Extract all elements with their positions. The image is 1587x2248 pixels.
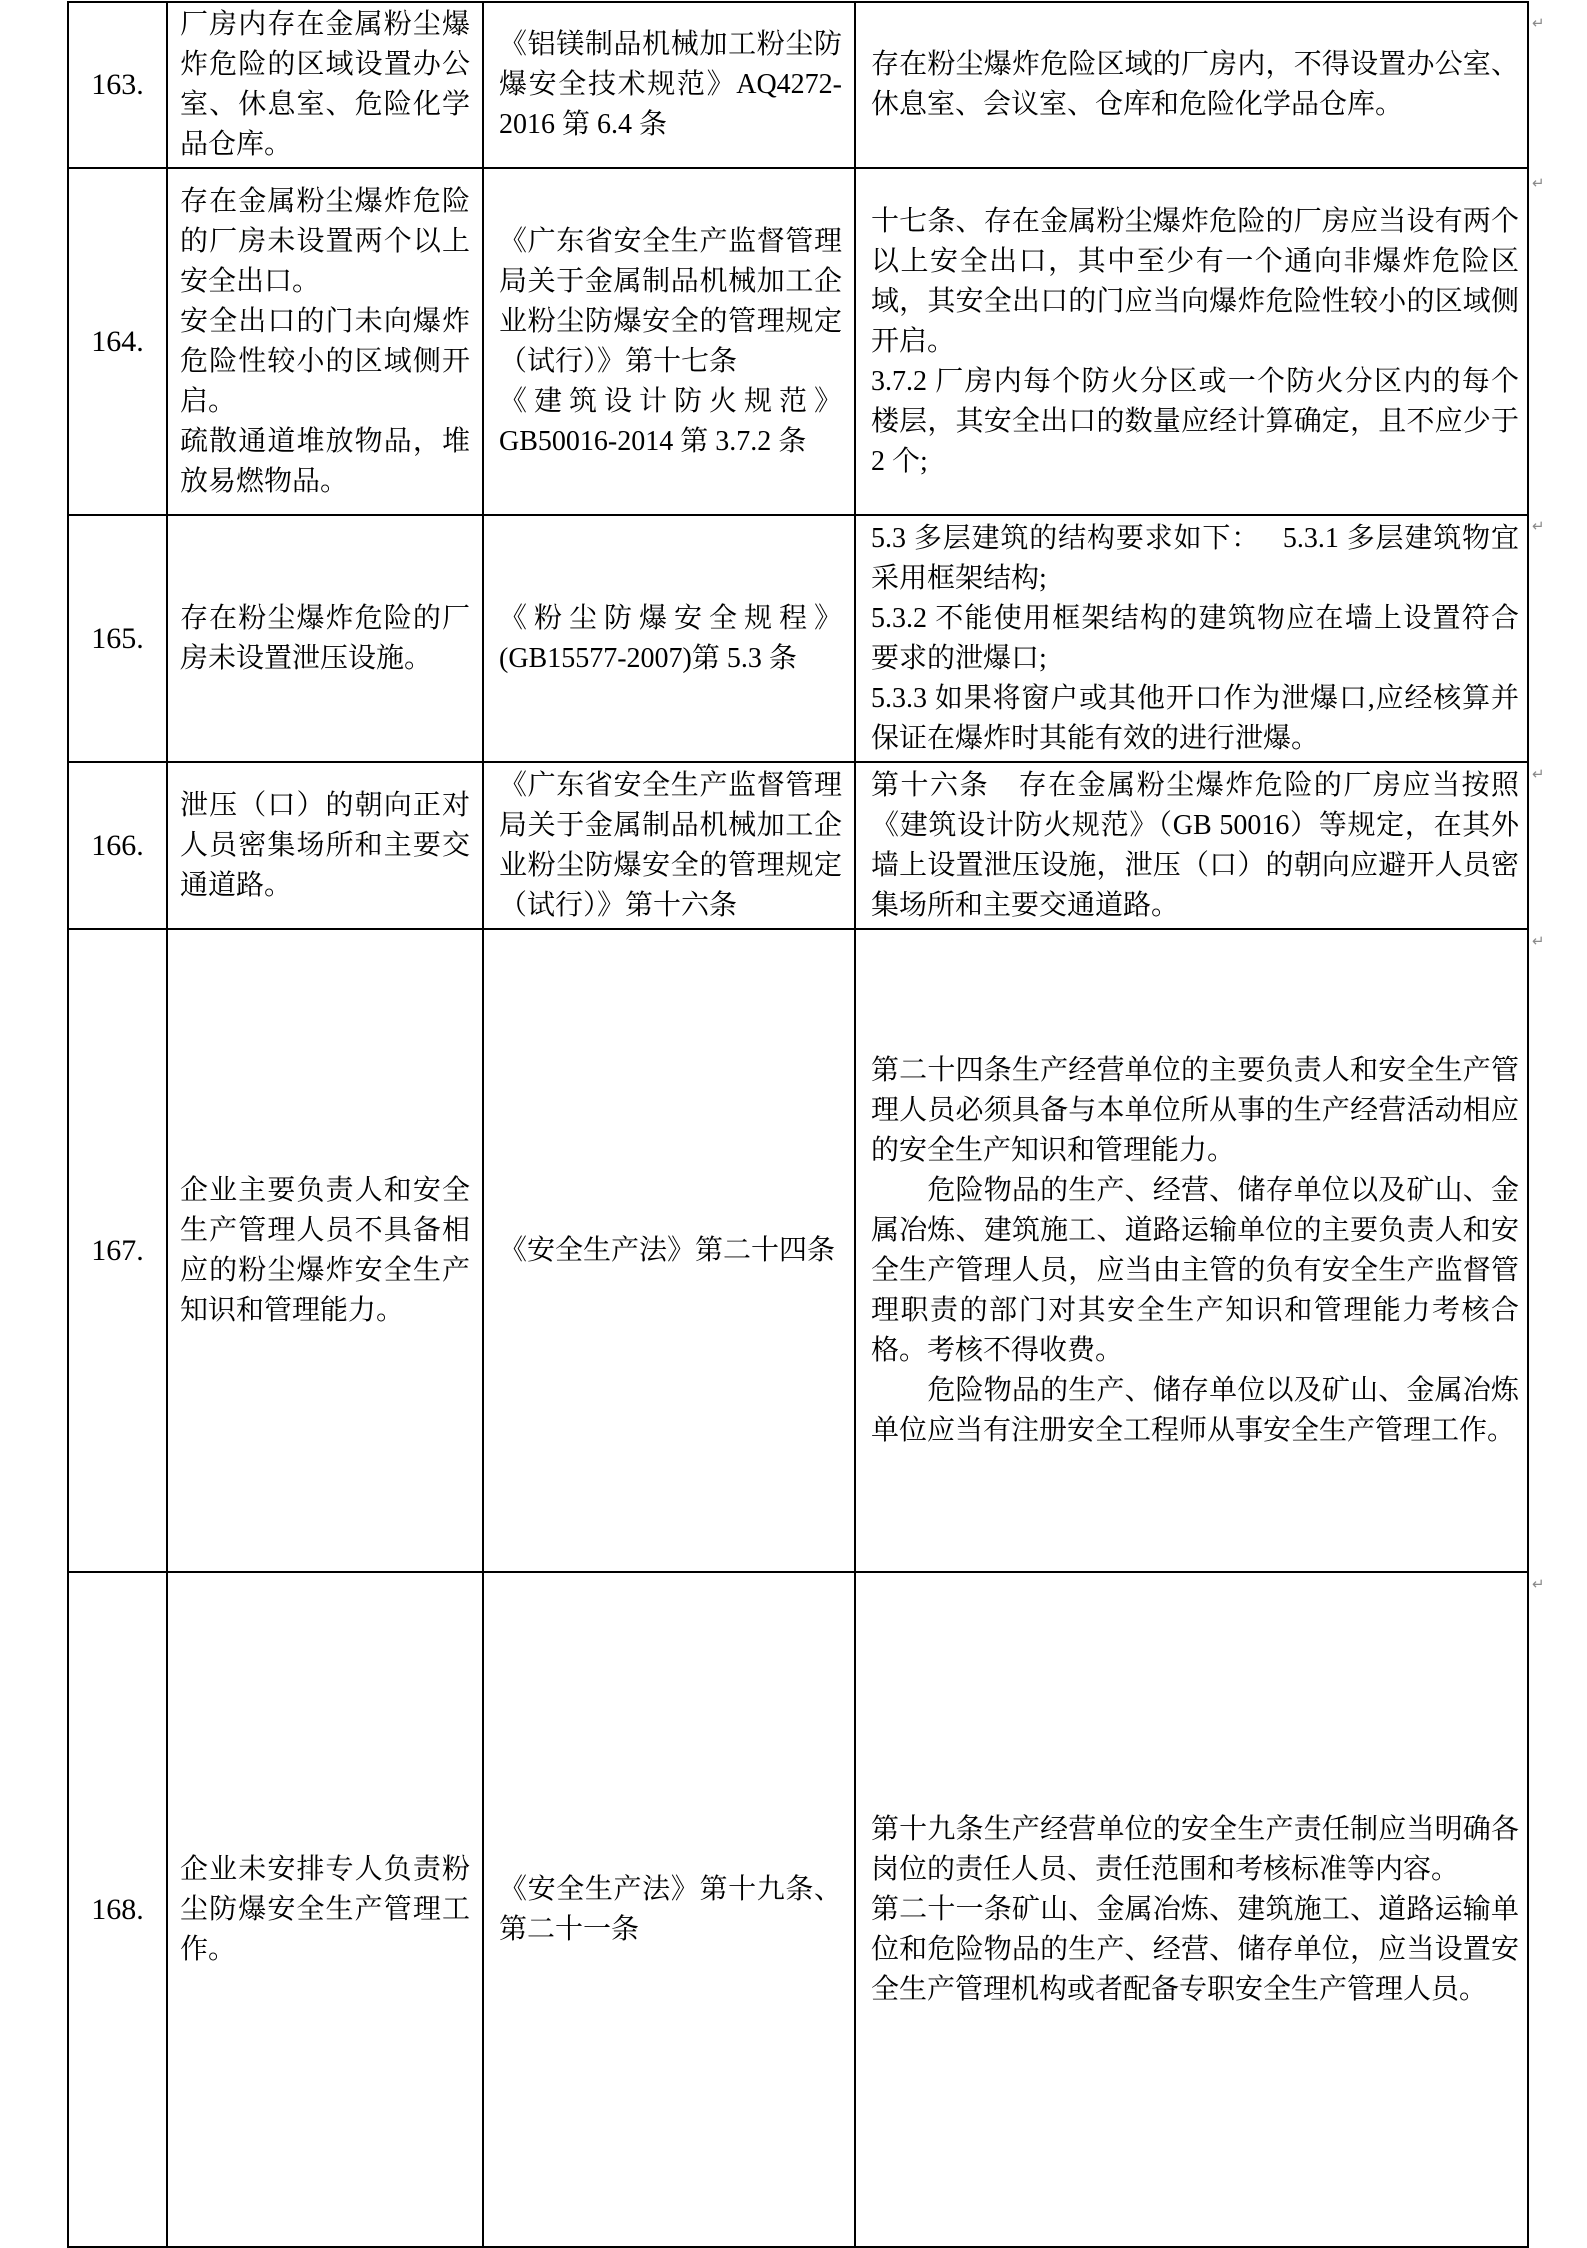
basis-paragraph: 《安全生产法》第二十四条 [499,1234,836,1266]
provision-paragraph: 第十六条 存在金属粉尘爆炸危险的厂房应当按照《建筑设计防火规范》（GB 50016）等规定，在其外墙上设置泄压设施，泄压（口）的朝向应避开人员密集场所和主要交通道路。 [871,769,1519,921]
row-number: 168. [91,1892,144,1926]
row-number: 163. [91,68,144,101]
regulation-table [67,1,1529,2248]
basis-paragraph: 《建筑设计防火规范》GB50016-2014 第 3.7.2 条 [499,385,842,457]
provision-paragraph: 危险物品的生产、经营、储存单位以及矿山、金属冶炼、建筑施工、道路运输单位的主要负责人和安全生产管理人员，应当由主管的负有安全生产监督管理职责的部门对其安全生产知识和管理能力考核合格。考核不得收费。 [871,1174,1519,1366]
problem-cell [167,929,483,1572]
provision-paragraph: 3.7.2 厂房内每个防火分区或一个防火分区内的每个楼层，其安全出口的数量应经计算确定，且不应少于 2 个; [871,365,1519,477]
row-number: 166. [91,828,144,862]
problem-paragraph: 厂房内存在金属粉尘爆炸危险的区域设置办公室、休息室、危险化学品仓库。 [180,9,470,160]
provision-cell [855,762,1528,929]
table-row [68,1572,1528,2247]
table-row [68,168,1528,515]
provision-cell [855,515,1528,762]
provision-cell [855,168,1528,515]
end-of-row-mark: ↵ [1532,517,1545,535]
provision-cell [855,2,1528,168]
basis-paragraph: 《安全生产法》第十九条、第二十一条 [499,1873,842,1945]
row-number: 165. [91,621,144,655]
basis-cell [483,762,855,929]
end-of-row-mark: ↵ [1532,174,1545,192]
basis-cell [483,515,855,762]
problem-paragraph: 安全出口的门未向爆炸危险性较小的区域侧开启。 [180,305,470,417]
provision-paragraph: 存在粉尘爆炸危险区域的厂房内，不得设置办公室、休息室、会议室、仓库和危险化学品仓库。 [871,49,1519,120]
problem-paragraph: 疏散通道堆放物品，堆放易燃物品。 [180,425,470,497]
problem-cell [167,1572,483,2247]
problem-cell [167,515,483,762]
provision-paragraph: 第二十四条生产经营单位的主要负责人和安全生产管理人员必须具备与本单位所从事的生产经营活动相应的安全生产知识和管理能力。 [871,1054,1519,1166]
problem-paragraph: 存在粉尘爆炸危险的厂房未设置泄压设施。 [180,602,470,674]
end-of-row-mark: ↵ [1532,14,1545,32]
table-row [68,929,1528,1572]
row-number-cell [68,168,167,515]
basis-cell [483,929,855,1572]
row-number-cell [68,762,167,929]
basis-paragraph: 《铝镁制品机械加工粉尘防爆安全技术规范》AQ4272-2016 第 6.4 条 [499,29,842,140]
row-number-cell [68,929,167,1572]
row-number-cell [68,2,167,168]
problem-cell [167,168,483,515]
provision-paragraph: 5.3.3 如果将窗户或其他开口作为泄爆口,应经核算并保证在爆炸时其能有效的进行泄爆。 [871,682,1519,754]
provision-cell [855,1572,1528,2247]
problem-cell [167,2,483,168]
end-of-row-mark: ↵ [1532,1575,1545,1593]
provision-paragraph: 5.3 多层建筑的结构要求如下： 5.3.1 多层建筑物宜采用框架结构; [871,522,1519,594]
problem-paragraph: 泄压（口）的朝向正对人员密集场所和主要交通道路。 [180,789,470,901]
row-number: 164. [91,324,144,358]
problem-paragraph: 存在金属粉尘爆炸危险的厂房未设置两个以上安全出口。 [180,185,470,297]
provision-paragraph: 危险物品的生产、储存单位以及矿山、金属冶炼单位应当有注册安全工程师从事安全生产管理工作。 [871,1374,1519,1446]
problem-cell [167,762,483,929]
problem-paragraph: 企业主要负责人和安全生产管理人员不具备相应的粉尘爆炸安全生产知识和管理能力。 [180,1174,470,1326]
provision-paragraph: 第二十一条矿山、金属冶炼、建筑施工、道路运输单位和危险物品的生产、经营、储存单位，应当设置安全生产管理机构或者配备专职安全生产管理人员。 [871,1893,1519,2005]
row-number-cell [68,1572,167,2247]
table-row [68,762,1528,929]
provision-paragraph: 十七条、存在金属粉尘爆炸危险的厂房应当设有两个以上安全出口，其中至少有一个通向非爆炸危险区域，其安全出口的门应当向爆炸危险性较小的区域侧开启。 [871,205,1519,357]
end-of-row-mark: ↵ [1532,765,1545,783]
basis-cell [483,168,855,515]
table-row [68,2,1528,168]
basis-cell [483,1572,855,2247]
provision-cell [855,929,1528,1572]
basis-paragraph: 《广东省安全生产监督管理局关于金属制品机械加工企业粉尘防爆安全的管理规定（试行）》第十七条 [499,225,842,377]
end-of-row-mark: ↵ [1532,932,1545,950]
row-number: 167. [91,1233,144,1267]
problem-paragraph: 企业未安排专人负责粉尘防爆安全生产管理工作。 [180,1853,470,1965]
basis-paragraph: 《广东省安全生产监督管理局关于金属制品机械加工企业粉尘防爆安全的管理规定（试行）》第十六条 [499,769,842,921]
row-number-cell [68,515,167,762]
provision-paragraph: 5.3.2 不能使用框架结构的建筑物应在墙上设置符合要求的泄爆口; [871,602,1519,674]
table-row [68,515,1528,762]
basis-paragraph: 《粉尘防爆安全规程》(GB15577-2007)第 5.3 条 [499,602,842,674]
provision-paragraph: 第十九条生产经营单位的安全生产责任制应当明确各岗位的责任人员、责任范围和考核标准等内容。 [871,1813,1519,1885]
basis-cell [483,2,855,168]
